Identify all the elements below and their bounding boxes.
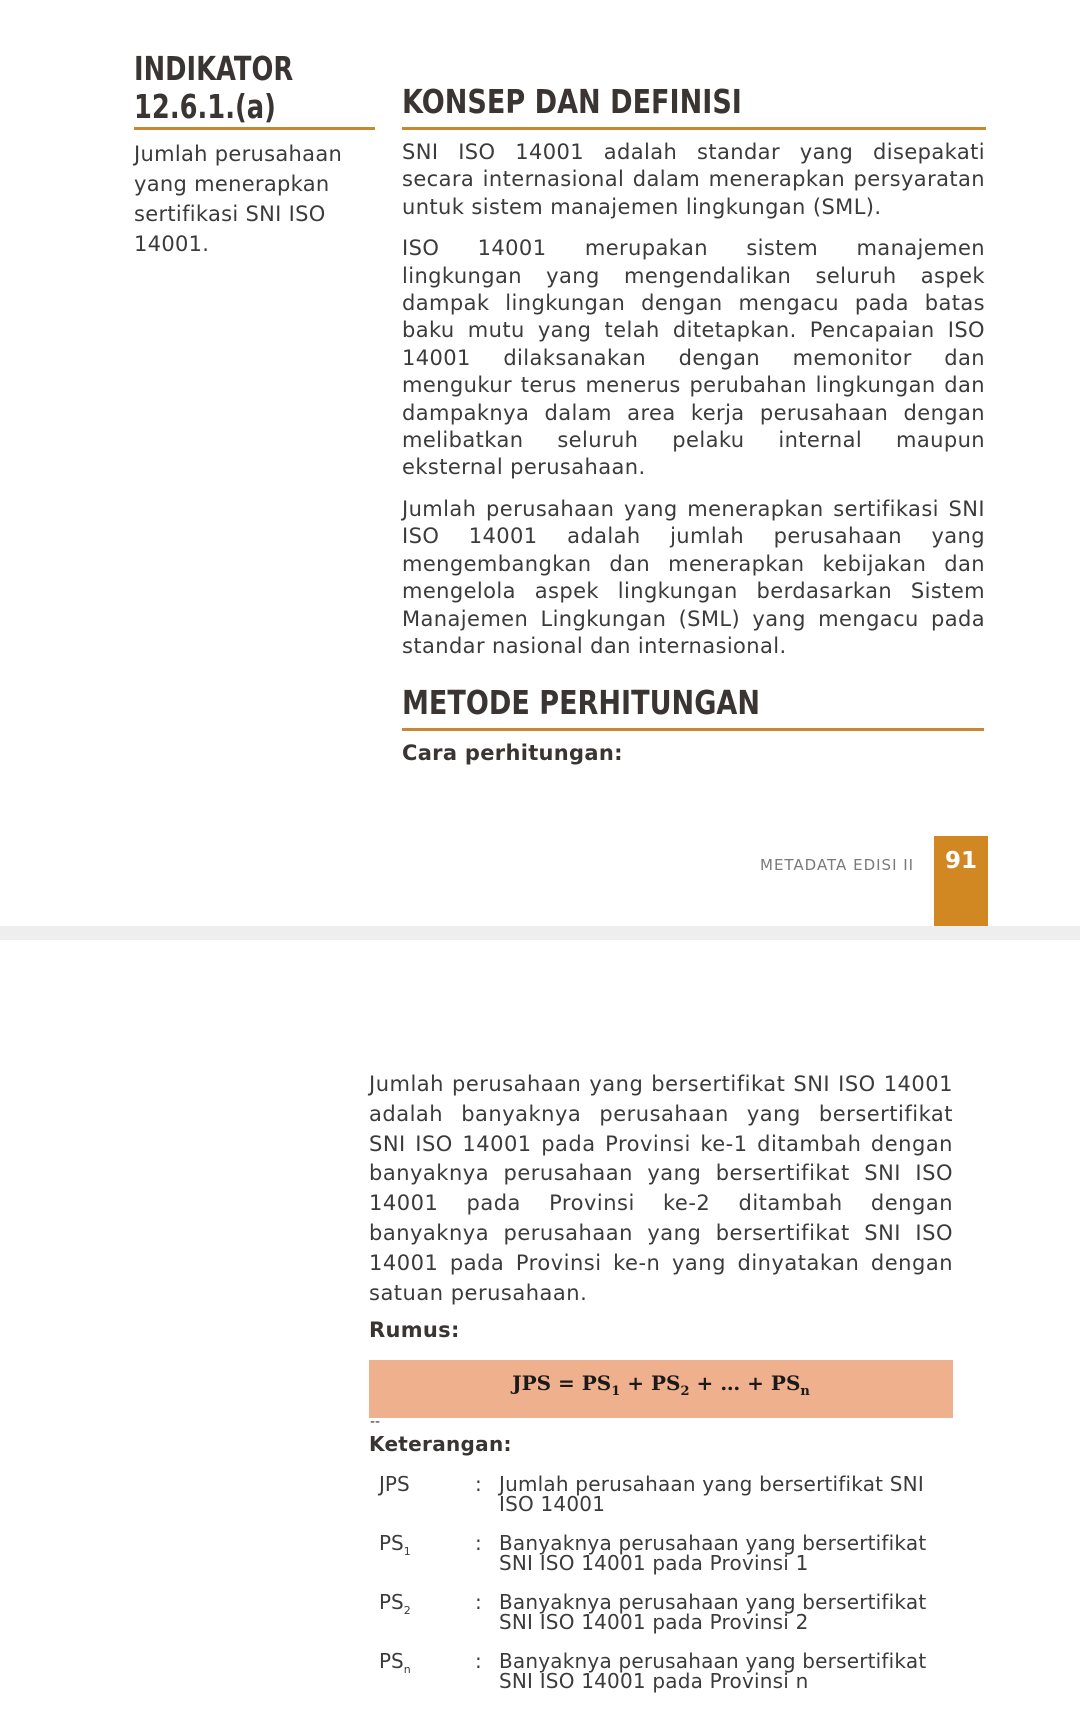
formula-dash: --	[370, 1414, 381, 1430]
description: Banyaknya perusahaan yang bersertifikat SNI ISO 14001 pada Provinsi 1	[499, 1531, 927, 1575]
paragraph-2: ISO 14001 merupakan sistem manajemen lingkungan yang mengendalikan seluruh aspek dampak lingkungan dengan mengacu pada batas baku mutu yang telah ditetapkan. Pencapaian ISO 14001 dilaksanakan dengan memonitor dan mengukur terus menerus perubahan lingkungan dan dampaknya dalam area kerja perusahaan dengan melibatkan seluruh pelaku internal maupun eksternal perusahaan.	[402, 236, 985, 480]
indicator-label: INDIKATOR	[134, 49, 294, 88]
paragraph-3: Jumlah perusahaan yang menerapkan sertifikasi SNI ISO 14001 adalah jumlah perusahaan yang mengembangkan dan menerapkan kebijakan dan mengelola aspek lingkungan berdasarkan Sistem Manajemen Lingkungan (SML) yang mengacu pada standar nasional dan internasional.	[402, 496, 985, 658]
description: Jumlah perusahaan yang bersertifikat SNI ISO 14001	[499, 1472, 924, 1516]
symbol: $PS_1$	[379, 1531, 411, 1558]
keterangan-label: Keterangan:	[369, 1432, 512, 1456]
symbol: $PS_n$	[379, 1649, 411, 1676]
formula-box	[369, 1360, 953, 1418]
symbol: $PS_2$	[379, 1590, 411, 1617]
description: Banyaknya perusahaan yang bersertifikat SNI ISO 14001 pada Provinsi 2	[499, 1590, 927, 1634]
calc-paragraph: Jumlah perusahaan yang bersertifikat SNI ISO 14001 adalah banyaknya perusahaan yang bersertifikat SNI ISO 14001 pada Provinsi ke-1 ditambah dengan banyaknya perusahaan yang bersertifikat SNI ISO 14001 pada Provinsi ke-2 ditambah dengan banyaknya perusahaan yang bersertifikat SNI ISO 14001 pada Provinsi ke-n yang dinyatakan dengan satuan perusahaan.	[369, 1072, 953, 1305]
indicator-code: 12.6.1.(a)	[134, 87, 276, 126]
document-page-92	[0, 940, 1080, 1711]
footer-edition: METADATA EDISI II	[760, 856, 915, 874]
page-number: 91	[944, 848, 977, 874]
page-separator	[0, 926, 1080, 940]
description: Banyaknya perusahaan yang bersertifikat SNI ISO 14001 pada Provinsi n	[499, 1649, 927, 1693]
colon: :	[475, 1590, 482, 1614]
section-rule-konsep	[402, 127, 986, 130]
formula: JPS = $PS_1 + PS_2$ + … + $PS_n$	[512, 1371, 810, 1399]
section-rule-metode	[402, 728, 984, 731]
symbol: JPS	[379, 1472, 410, 1496]
konsep-body	[402, 139, 985, 674]
colon: :	[475, 1531, 482, 1555]
indicator-rule	[134, 127, 375, 130]
calc-label: Cara perhitungan:	[402, 741, 623, 765]
indicator-description: Jumlah perusahaan yang menerapkan sertifikasi SNI ISO 14001.	[134, 142, 343, 256]
section-title-konsep: KONSEP DAN DEFINISI	[402, 82, 742, 121]
section-title-metode: METODE PERHITUNGAN	[402, 683, 760, 722]
colon: :	[475, 1472, 482, 1496]
page-number-badge	[934, 836, 988, 926]
paragraph-1: SNI ISO 14001 adalah standar yang disepakati secara internasional dalam menerapkan persyaratan untuk sistem manajemen lingkungan (SML).	[402, 140, 985, 219]
colon: :	[475, 1649, 482, 1673]
indicator-title	[134, 50, 293, 126]
rumus-label: Rumus:	[369, 1318, 460, 1342]
